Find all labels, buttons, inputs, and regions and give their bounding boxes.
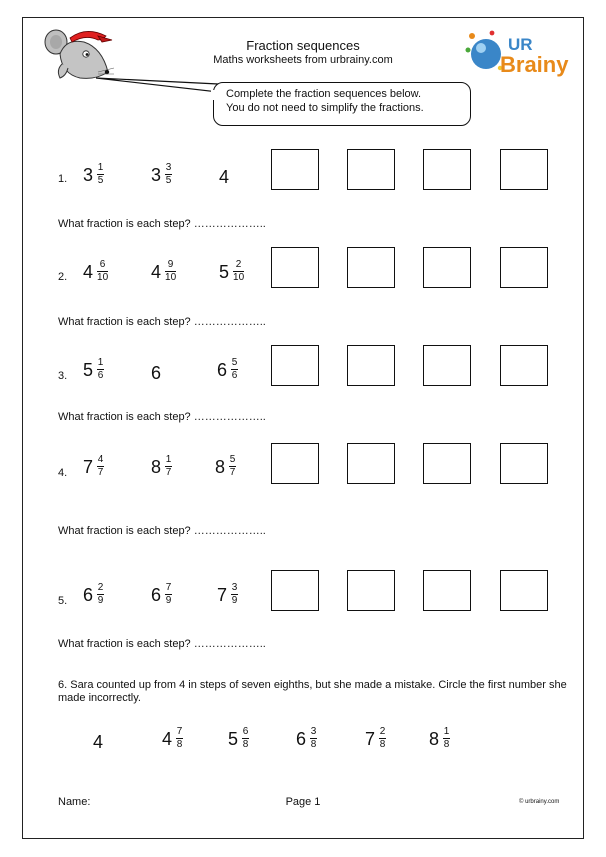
q6-term[interactable] xyxy=(296,727,317,750)
term-whole: 4 xyxy=(151,261,162,282)
term-whole: 7 xyxy=(365,728,376,749)
sequence-term xyxy=(217,358,238,381)
sequence-term xyxy=(151,163,172,186)
sequence-term-whole: 4 xyxy=(219,167,230,187)
sequence-term xyxy=(219,260,244,283)
denominator: 10 xyxy=(97,272,109,283)
answer-box[interactable] xyxy=(500,443,548,484)
q6-term[interactable] xyxy=(429,727,450,750)
denominator: 8 xyxy=(443,739,450,750)
question-number: 1. xyxy=(58,173,68,185)
bubble-tail-joint xyxy=(211,90,217,100)
numerator: 9 xyxy=(167,259,174,270)
numerator: 6 xyxy=(242,726,249,737)
term-whole: 4 xyxy=(162,728,173,749)
term-whole: 3 xyxy=(83,164,94,185)
term-fraction xyxy=(443,727,450,750)
answer-box[interactable] xyxy=(423,149,471,190)
term-fraction xyxy=(233,260,244,283)
term-fraction xyxy=(231,583,238,606)
numerator: 6 xyxy=(99,259,106,270)
logo-text-ur: UR xyxy=(508,35,533,54)
term-whole: 4 xyxy=(83,261,94,282)
denominator: 7 xyxy=(97,467,104,478)
page-subtitle: Maths worksheets from urbrainy.com xyxy=(213,54,393,66)
answer-box[interactable] xyxy=(271,345,319,386)
answer-box[interactable] xyxy=(500,570,548,611)
term-fraction xyxy=(97,358,104,381)
answer-box[interactable] xyxy=(500,149,548,190)
numerator: 3 xyxy=(310,726,317,737)
step-prompt[interactable]: What fraction is each step? ……………….. xyxy=(58,638,266,650)
sequence-term xyxy=(151,583,172,606)
term-fraction xyxy=(310,727,317,750)
q6-term[interactable] xyxy=(228,727,249,750)
question-number: 2. xyxy=(58,271,68,283)
denominator: 7 xyxy=(165,467,172,478)
speech-bubble-tail xyxy=(96,70,220,96)
numerator: 2 xyxy=(235,259,242,270)
answer-box[interactable] xyxy=(500,247,548,288)
term-whole: 6 xyxy=(151,584,162,605)
numerator: 7 xyxy=(165,582,172,593)
denominator: 6 xyxy=(231,370,238,381)
answer-box[interactable] xyxy=(423,570,471,611)
question-number: 4. xyxy=(58,467,68,479)
term-fraction xyxy=(97,583,104,606)
answer-box[interactable] xyxy=(347,247,395,288)
urbrainy-logo xyxy=(462,28,580,78)
answer-box[interactable] xyxy=(347,149,395,190)
step-prompt[interactable]: What fraction is each step? ……………….. xyxy=(58,411,266,423)
instruction-bubble xyxy=(213,82,471,126)
term-fraction xyxy=(242,727,249,750)
term-whole: 7 xyxy=(83,456,94,477)
answer-box[interactable] xyxy=(271,570,319,611)
q6-term[interactable] xyxy=(365,727,386,750)
term-fraction xyxy=(165,163,172,186)
step-prompt[interactable]: What fraction is each step? ……………….. xyxy=(58,525,266,537)
q6-term-whole[interactable]: 4 xyxy=(93,732,104,752)
answer-box[interactable] xyxy=(271,247,319,288)
denominator: 7 xyxy=(229,467,236,478)
instruction-line-1: Complete the fraction sequences below. xyxy=(226,88,422,100)
sequence-term-whole: 6 xyxy=(151,363,162,383)
denominator: 10 xyxy=(165,272,177,283)
question-6-text: 6. Sara counted up from 4 in steps of seven eighths, but she made a mistake. Circle the first number she made incorrectly. xyxy=(58,679,567,704)
numerator: 4 xyxy=(97,454,104,465)
denominator: 8 xyxy=(242,739,249,750)
page-number: Page 1 xyxy=(285,796,321,808)
answer-box[interactable] xyxy=(271,149,319,190)
term-fraction xyxy=(231,358,238,381)
numerator: 5 xyxy=(231,357,238,368)
term-whole: 8 xyxy=(151,456,162,477)
term-fraction xyxy=(229,455,236,478)
sequence-term xyxy=(215,455,236,478)
page-title: Fraction sequences xyxy=(246,38,360,53)
numerator: 7 xyxy=(176,726,183,737)
term-fraction xyxy=(165,583,172,606)
logo-text-brainy: Brainy xyxy=(500,52,569,77)
term-whole: 5 xyxy=(228,728,239,749)
sequence-term xyxy=(83,455,104,478)
term-whole: 3 xyxy=(151,164,162,185)
denominator: 5 xyxy=(97,175,104,186)
denominator: 8 xyxy=(310,739,317,750)
term-fraction xyxy=(97,260,108,283)
step-prompt[interactable]: What fraction is each step? ……………….. xyxy=(58,316,266,328)
numerator: 1 xyxy=(165,454,172,465)
answer-box[interactable] xyxy=(423,247,471,288)
worksheet-border xyxy=(22,17,584,839)
answer-box[interactable] xyxy=(423,443,471,484)
sequence-term xyxy=(151,260,176,283)
answer-box[interactable] xyxy=(271,443,319,484)
numerator: 1 xyxy=(443,726,450,737)
term-fraction xyxy=(165,455,172,478)
numerator: 3 xyxy=(231,582,238,593)
term-whole: 6 xyxy=(296,728,307,749)
answer-box[interactable] xyxy=(347,570,395,611)
term-fraction xyxy=(379,727,386,750)
numerator: 1 xyxy=(97,162,104,173)
term-whole: 5 xyxy=(219,261,230,282)
denominator: 6 xyxy=(97,370,104,381)
term-whole: 8 xyxy=(429,728,440,749)
instruction-line-2: You do not need to simplify the fractions. xyxy=(226,102,424,114)
term-whole: 6 xyxy=(83,584,94,605)
sequence-term xyxy=(83,583,104,606)
answer-box[interactable] xyxy=(500,345,548,386)
numerator: 2 xyxy=(379,726,386,737)
sequence-term xyxy=(83,358,104,381)
numerator: 1 xyxy=(97,357,104,368)
denominator: 5 xyxy=(165,175,172,186)
denominator: 8 xyxy=(379,739,386,750)
answer-box[interactable] xyxy=(423,345,471,386)
sequence-term xyxy=(83,260,108,283)
copyright: © urbrainy.com xyxy=(519,799,560,805)
term-whole: 5 xyxy=(83,359,94,380)
question-number: 5. xyxy=(58,595,68,607)
numerator: 5 xyxy=(229,454,236,465)
step-prompt[interactable]: What fraction is each step? ……………….. xyxy=(58,218,266,230)
denominator: 9 xyxy=(97,595,104,606)
term-fraction xyxy=(176,727,183,750)
denominator: 8 xyxy=(176,739,183,750)
numerator: 2 xyxy=(97,582,104,593)
sequence-term xyxy=(151,455,172,478)
term-fraction xyxy=(97,455,104,478)
term-whole: 8 xyxy=(215,456,226,477)
answer-box[interactable] xyxy=(347,443,395,484)
sequence-term xyxy=(83,163,104,186)
answer-box[interactable] xyxy=(347,345,395,386)
term-whole: 7 xyxy=(217,584,228,605)
denominator: 9 xyxy=(231,595,238,606)
name-label: Name: xyxy=(58,796,91,808)
numerator: 3 xyxy=(165,162,172,173)
term-fraction xyxy=(165,260,176,283)
sequence-term xyxy=(217,583,238,606)
term-whole: 6 xyxy=(217,359,228,380)
q6-term[interactable] xyxy=(162,727,183,750)
question-number: 3. xyxy=(58,370,68,382)
denominator: 10 xyxy=(233,272,245,283)
term-fraction xyxy=(97,163,104,186)
denominator: 9 xyxy=(165,595,172,606)
